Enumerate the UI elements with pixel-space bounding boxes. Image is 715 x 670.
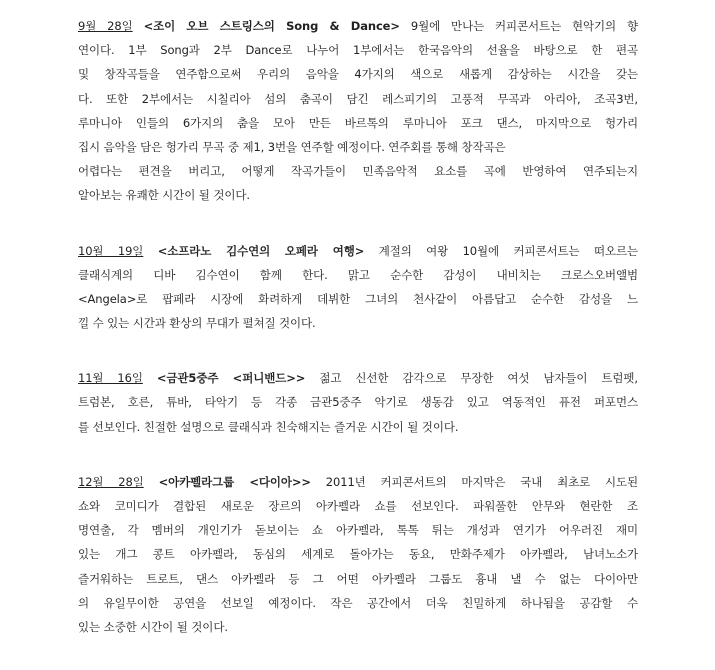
line-text: 9월에 만나는 커피콘서트는 현악기의 향 <box>399 19 638 33</box>
event-title: <소프라노 김수연의 오페라 여행> <box>157 243 365 258</box>
document-body <box>78 14 638 670</box>
paragraph-october <box>78 239 638 336</box>
text-line: 알아보는 유쾌한 시간이 될 것이다. <box>78 188 250 203</box>
line-text: 젊고 신선한 감각으로 무장한 여섯 남자들이 트럼펫, <box>305 371 638 386</box>
text-line: 의 유일무이한 공연을 선보일 예정이다. 작은 공간에서 더욱 친밀하게 하나됨을 공감할 수 <box>78 595 638 610</box>
line-text: 계절의 여왕 10월에 커피콘서트는 떠오르는 <box>364 243 638 258</box>
text-line <box>78 14 638 38</box>
text-line <box>78 366 638 390</box>
event-title: <조이 오브 스트링스의 Song & Dance> <box>143 19 400 33</box>
event-date: 9월 28일 <box>78 19 133 33</box>
text-line: 다. 또한 2부에서는 시칠리아 섬의 춤곡이 담긴 레스피기의 고풍적 무곡과 아리아, 조곡3번, <box>78 91 638 106</box>
text-line: 쇼와 코미디가 결합된 새로운 장르의 아카펠라 쇼를 선보인다. 파워풀한 안무와 현란한 조 <box>78 499 638 513</box>
event-date: 12월 28일 <box>78 474 144 489</box>
text-line <box>78 239 638 263</box>
text-line: 를 선보인다. 친절한 설명으로 클래식과 친숙해지는 즐거운 시간이 될 것이다. <box>78 419 459 434</box>
paragraph-september <box>78 14 638 208</box>
event-date: 11월 16일 <box>78 371 143 386</box>
text-line: 및 창작곡들을 연주함으로써 우리의 음악을 4가지의 색으로 새롭게 감상하는 시간을 갖는 <box>78 67 638 82</box>
text-line: 연이다. 1부 Song과 2부 Dance로 나누어 1부에서는 한국음악의 선율을 바탕으로 한 편곡 <box>78 43 638 58</box>
event-title: <아카펠라그룹 <다이아>> <box>158 474 311 489</box>
text-line: 명연출, 각 멤버의 개인기가 돋보이는 쇼 아카펠라, 톡톡 튀는 개성과 연기가 어우러진 재미 <box>78 523 638 538</box>
text-line: 있는 소중한 시간이 될 것이다. <box>78 619 228 634</box>
text-line: 있는 개그 콩트 아카펠라, 동심의 세계로 돌아가는 동요, 만화주제가 아카펠라, 남녀노소가 <box>78 547 638 562</box>
text-line: <Angela>로 팝페라 시장에 화려하게 데뷔한 그녀의 천사같이 아름답고 순수한 감성을 느 <box>78 291 638 306</box>
paragraph-november <box>78 366 638 439</box>
event-date: 10월 19일 <box>78 243 144 258</box>
text-line: 루마니아 인들의 6가지의 춤을 모아 만든 바르톡의 루마니아 포크 댄스, 마지막으로 헝가리 <box>78 115 638 130</box>
event-title: <금관5중주 <퍼니밴드>> <box>156 371 306 386</box>
text-line: 클래식계의 디바 김수연이 함께 한다. 맑고 순수한 감성이 내비치는 크로스오버앨범 <box>78 267 638 282</box>
text-line: 낄 수 있는 시간과 환상의 무대가 펼쳐질 것이다. <box>78 316 316 331</box>
paragraph-december <box>78 470 638 639</box>
text-line: 어렵다는 편견을 버리고, 어떻게 작곡가들이 민족음악적 요소를 곡에 반영하여 연주되는지 <box>78 164 638 179</box>
line-text: 2011년 커피콘서트의 마지막은 국내 최초로 시도된 <box>310 474 638 489</box>
text-line <box>78 470 638 494</box>
text-line: 트럼본, 호른, 튜바, 타악기 등 각종 금관5중주 악기로 생동감 있고 역동적인 퓨전 퍼포먼스 <box>78 395 638 410</box>
text-line: 즐거워하는 트로트, 댄스 아카펠라 등 그 어떤 아카펠라 그룹도 흉내 낼 수 없는 다이아만 <box>78 571 638 586</box>
text-line: 집시 음악을 담은 헝가리 무곡 중 제1, 3번을 연주할 예정이다. 연주회를 통해 창작곡은 <box>78 139 506 154</box>
